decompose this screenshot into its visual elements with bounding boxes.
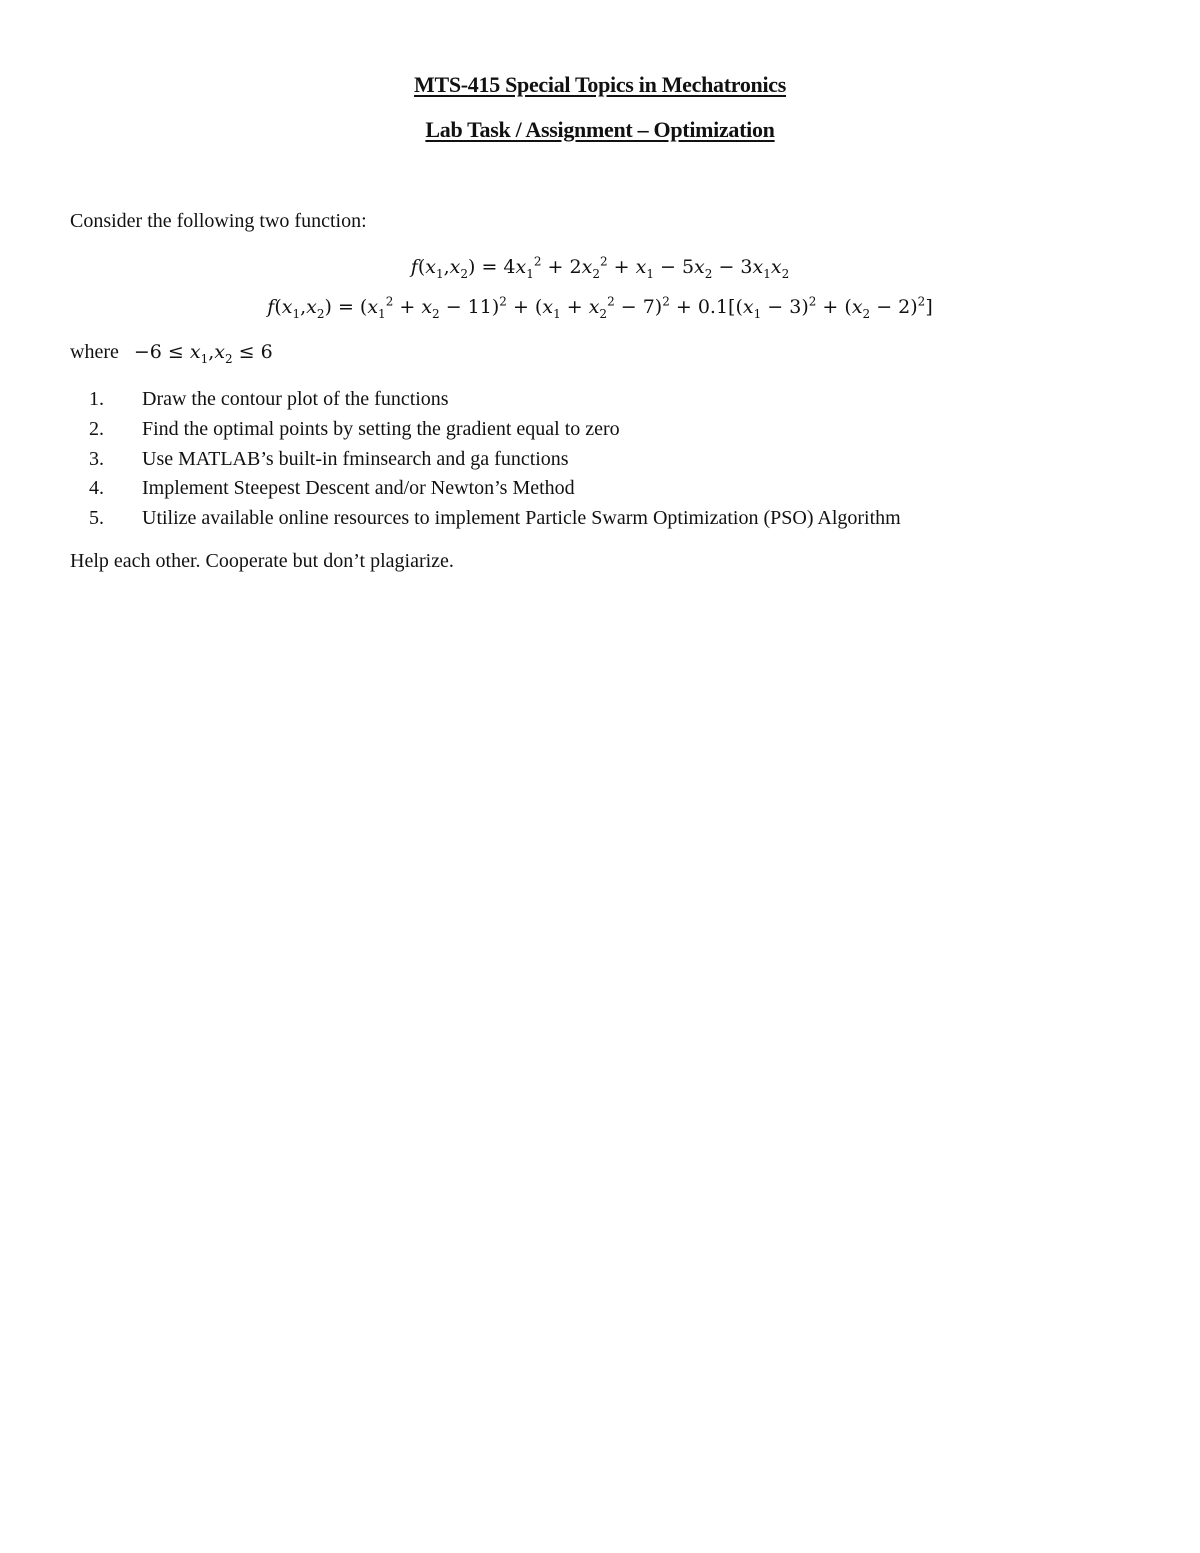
list-item-text: Find the optimal points by setting the gradient equal to zero	[142, 417, 620, 440]
list-item-number: 2.	[89, 417, 104, 440]
intro-text: Consider the following two function:	[70, 210, 367, 232]
task-list	[70, 385, 1170, 534]
list-item	[70, 445, 1170, 475]
list-item	[70, 474, 1170, 504]
list-item-number: 5.	[89, 507, 104, 529]
list-item-text: Utilize available online resources to implement Particle Swarm Optimization (PSO) Algorithm	[142, 507, 901, 529]
list-item	[70, 415, 1170, 445]
where-label: where	[70, 341, 119, 363]
closing-note: Help each other. Cooperate but don’t plagiarize.	[70, 550, 454, 572]
list-item	[70, 504, 1170, 534]
assignment-title: Lab Task / Assignment – Optimization	[425, 117, 775, 142]
course-title: MTS-415 Special Topics in Mechatronics	[414, 72, 786, 97]
list-item-text: Implement Steepest Descent and/or Newton’s Method	[142, 477, 575, 500]
equation-1: $f(x_1,x_2) = 4x_1^2 + 2x_2^2 + x_1 - 5x_2 - 3x_1x_2$	[410, 254, 790, 281]
equation-2: $f(x_1,x_2) = (x_1^2 + x_2 - 11)^2 + (x_1 + x_2^2 - 7)^2 + 0.1[(x_1 - 3)^2 + (x_2 - 2)^2]$	[267, 294, 933, 321]
constraint-expression: $-6 \le x_1,x_2 \le 6$	[133, 341, 273, 366]
list-item-number: 1.	[89, 388, 104, 410]
list-item-text: Use MATLAB’s built-in fminsearch and ga functions	[142, 447, 569, 470]
list-item	[70, 385, 1170, 415]
list-item-number: 3.	[89, 447, 104, 470]
list-item-text: Draw the contour plot of the functions	[142, 388, 449, 410]
list-item-number: 4.	[89, 477, 104, 500]
where-constraint	[70, 341, 273, 364]
